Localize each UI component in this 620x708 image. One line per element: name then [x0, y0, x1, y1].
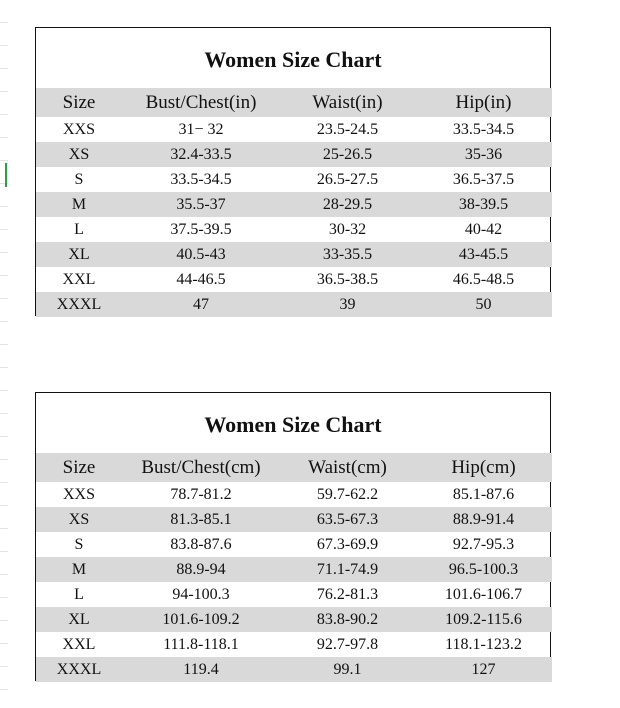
cell-bust: 94-100.3 [172, 585, 230, 603]
cell-bust: 78.7-81.2 [170, 485, 232, 503]
cell-size: XS [36, 507, 122, 532]
cell-size: XXXL [36, 292, 122, 317]
cell-size: XS [36, 142, 122, 167]
header-size: Size [36, 453, 122, 482]
cell-bust: 35.5-37 [122, 192, 280, 217]
cell-size: L [74, 220, 84, 238]
table-row [36, 507, 552, 532]
cell-size: S [74, 170, 84, 188]
cell-waist: 59.7-62.2 [316, 485, 379, 503]
cell-waist: 63.5-67.3 [280, 507, 415, 532]
cell-waist: 25-26.5 [280, 142, 415, 167]
size-table-inches [36, 88, 552, 317]
cell-bust: 40.5-43 [122, 242, 280, 267]
cell-bust: 31− 32 [178, 120, 224, 138]
cell-waist: 92.7-97.8 [316, 635, 379, 653]
cell-hip: 50 [415, 292, 552, 317]
table-row [36, 532, 552, 557]
cell-hip: 46.5-48.5 [452, 270, 515, 288]
header-bust: Bust/Chest(in) [122, 88, 280, 117]
header-hip: Hip(in) [415, 88, 552, 117]
cell-waist: 39 [280, 292, 415, 317]
size-chart-inches [35, 27, 551, 316]
cell-hip: 85.1-87.6 [452, 485, 515, 503]
cell-waist: 67.3-69.9 [316, 535, 379, 553]
cell-bust: 88.9-94 [122, 557, 280, 582]
cell-size: XL [36, 607, 122, 632]
cell-hip: 88.9-91.4 [415, 507, 552, 532]
cell-waist: 83.8-90.2 [280, 607, 415, 632]
cell-hip: 127 [415, 657, 552, 682]
chart-title: Women Size Chart [204, 47, 382, 72]
cell-waist: 23.5-24.5 [316, 120, 379, 138]
cell-hip: 38-39.5 [415, 192, 552, 217]
cell-hip: 33.5-34.5 [452, 120, 515, 138]
cell-waist: 36.5-38.5 [316, 270, 379, 288]
cell-bust: 33.5-34.5 [170, 170, 232, 188]
cell-hip: 35-36 [415, 142, 552, 167]
cell-size: XL [36, 242, 122, 267]
cell-waist: 76.2-81.3 [316, 585, 379, 603]
cell-hip: 43-45.5 [415, 242, 552, 267]
cell-size: XXL [62, 635, 96, 653]
cell-waist: 28-29.5 [280, 192, 415, 217]
header-waist: Waist(cm) [280, 453, 415, 482]
cell-waist: 71.1-74.9 [280, 557, 415, 582]
size-table-centimeters [36, 453, 552, 682]
active-cell-indicator [5, 163, 7, 187]
cell-bust: 83.8-87.6 [170, 535, 232, 553]
cell-waist: 99.1 [280, 657, 415, 682]
table-row [36, 657, 552, 682]
cell-bust: 44-46.5 [176, 270, 226, 288]
header-waist: Waist(in) [280, 88, 415, 117]
spreadsheet-gridline-edge [0, 0, 8, 708]
header-bust: Bust/Chest(cm) [122, 453, 280, 482]
cell-size: L [74, 585, 84, 603]
cell-size: M [36, 557, 122, 582]
table-row [36, 192, 552, 217]
cell-bust: 81.3-85.1 [122, 507, 280, 532]
cell-size: XXXL [36, 657, 122, 682]
cell-hip: 101.6-106.7 [444, 585, 523, 603]
cell-hip: 92.7-95.3 [452, 535, 515, 553]
header-row [36, 88, 552, 117]
table-row [36, 142, 552, 167]
cell-hip: 96.5-100.3 [415, 557, 552, 582]
table-row [36, 557, 552, 582]
cell-hip: 109.2-115.6 [415, 607, 552, 632]
cell-bust: 47 [122, 292, 280, 317]
cell-bust: 101.6-109.2 [122, 607, 280, 632]
table-row [36, 292, 552, 317]
table-row [36, 117, 552, 142]
header-size: Size [36, 88, 122, 117]
table-row [36, 632, 552, 657]
table-row [36, 607, 552, 632]
table-row [36, 582, 552, 607]
cell-hip: 118.1-123.2 [445, 635, 522, 653]
table-row [36, 482, 552, 507]
cell-size: XXS [62, 120, 95, 138]
table-row [36, 217, 552, 242]
cell-size: XXS [62, 485, 95, 503]
cell-waist: 30-32 [328, 220, 367, 238]
cell-bust: 111.8-118.1 [163, 635, 239, 653]
table-row [36, 242, 552, 267]
cell-size: M [36, 192, 122, 217]
chart-title: Women Size Chart [204, 412, 382, 437]
cell-hip: 40-42 [464, 220, 503, 238]
cell-waist: 33-35.5 [280, 242, 415, 267]
header-row [36, 453, 552, 482]
cell-size: S [74, 535, 84, 553]
header-hip: Hip(cm) [415, 453, 552, 482]
cell-hip: 36.5-37.5 [452, 170, 515, 188]
cell-waist: 26.5-27.5 [316, 170, 379, 188]
size-chart-centimeters [35, 392, 551, 681]
cell-size: XXL [62, 270, 96, 288]
table-row [36, 267, 552, 292]
cell-bust: 37.5-39.5 [170, 220, 232, 238]
table-row [36, 167, 552, 192]
cell-bust: 32.4-33.5 [122, 142, 280, 167]
cell-bust: 119.4 [122, 657, 280, 682]
